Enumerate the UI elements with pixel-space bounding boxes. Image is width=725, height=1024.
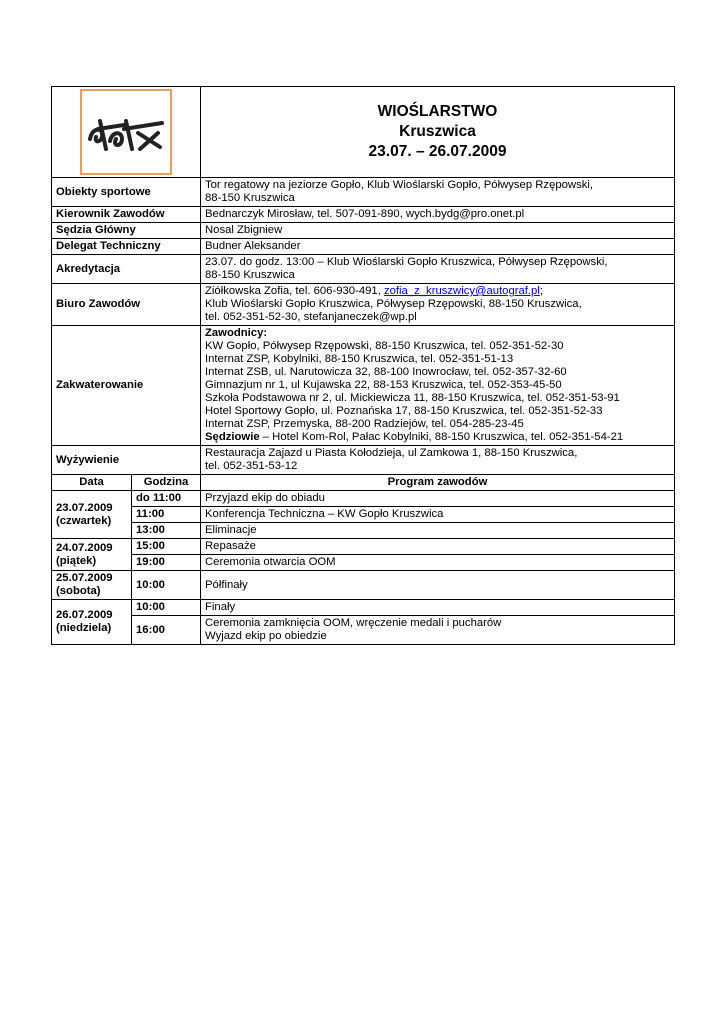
program-header-row <box>52 475 675 491</box>
program-event: Finały <box>201 600 675 616</box>
zakw-heading: Zawodnicy: <box>205 327 268 339</box>
title-cell <box>201 87 675 178</box>
program-row <box>52 600 675 616</box>
program-event: Ceremonia otwarcia OOM <box>201 555 675 571</box>
row-obiekty <box>52 178 675 207</box>
program-event: Repasaże <box>201 539 675 555</box>
value-wyzywienie-line2: tel. 052-351-53-12 <box>205 460 298 472</box>
program-row <box>52 491 675 507</box>
program-time: 10:00 <box>132 600 201 616</box>
zakw-judges-label: Sędziowie <box>205 431 260 443</box>
program-date-cell <box>52 539 132 571</box>
program-date-cell <box>52 571 132 600</box>
label-delegat: Delegat Techniczny <box>52 239 201 255</box>
program-date: 25.07.2009 <box>56 572 113 584</box>
zakw-judges-line <box>205 431 670 444</box>
program-time: 15:00 <box>132 539 201 555</box>
title-dates: 23.07. – 26.07.2009 <box>368 143 507 160</box>
program-row <box>52 571 675 600</box>
header-row <box>52 87 675 178</box>
value-akredytacja <box>201 255 675 284</box>
zakw-line: Szkoła Podstawowa nr 2, ul. Mickiewicza 11, 88-150 Kruszwica, tel. 052-351-53-91 <box>205 392 620 404</box>
value-obiekty-line2: 88-150 Kruszwica <box>205 192 295 204</box>
program-row <box>52 616 675 645</box>
value-biuro-line3: tel. 052-351-52-30, stefanjaneczek@wp.pl <box>205 311 417 323</box>
biuro-contact-punct: ; <box>539 285 543 297</box>
program-date-cell <box>52 491 132 539</box>
row-kierownik <box>52 207 675 223</box>
logo-cell <box>52 87 201 178</box>
value-obiekty <box>201 178 675 207</box>
col-header-godzina: Godzina <box>132 475 201 491</box>
program-event-line: Ceremonia zamknięcia OOM, wręczenie medali i pucharów <box>205 617 502 629</box>
biuro-contact-text: Ziółkowska Zofia, tel. 606-930-491, <box>205 285 384 297</box>
zakw-line: Internat ZSP, Kobylniki, 88-150 Kruszwica, tel. 052-351-51-13 <box>205 353 514 365</box>
zakw-line: Hotel Sportowy Gopło, ul. Poznańska 17, 88-150 Kruszwica, tel. 052-351-52-33 <box>205 405 603 417</box>
label-obiekty: Obiekty sportowe <box>52 178 201 207</box>
zakw-line: Gimnazjum nr 1, ul Kujawska 22, 88-153 Kruszwica, tel. 052-353-45-50 <box>205 379 562 391</box>
program-row <box>52 523 675 539</box>
col-header-program: Program zawodów <box>201 475 675 491</box>
value-wyzywienie <box>201 446 675 475</box>
biuro-email-link[interactable]: zofia_z_kruszwicy@autograf.pl <box>383 285 540 297</box>
col-header-data: Data <box>52 475 132 491</box>
row-zakwaterowanie <box>52 326 675 446</box>
program-event: Półfinały <box>201 571 675 600</box>
value-akredytacja-line1: 23.07. do godz. 13:00 – Klub Wioślarski Gopło Kruszwica, Półwysep Rzępowski, <box>205 256 608 268</box>
title-sport: WIOŚLARSTWO <box>377 103 498 120</box>
label-akredytacja: Akredytacja <box>52 255 201 284</box>
row-biuro <box>52 284 675 326</box>
program-event <box>201 616 675 645</box>
program-date: 26.07.2009 <box>56 609 113 621</box>
title-city: Kruszwica <box>399 123 476 140</box>
program-time: 19:00 <box>132 555 201 571</box>
label-sedzia: Sędzia Główny <box>52 223 201 239</box>
value-biuro <box>201 284 675 326</box>
program-weekday: (czwartek) <box>56 514 112 527</box>
label-wyzywienie: Wyżywienie <box>52 446 201 475</box>
label-zakwaterowanie: Zakwaterowanie <box>52 326 201 446</box>
program-date: 23.07.2009 <box>56 501 113 514</box>
row-akredytacja <box>52 255 675 284</box>
label-kierownik: Kierownik Zawodów <box>52 207 201 223</box>
program-row <box>52 555 675 571</box>
document-sheet <box>51 86 675 645</box>
value-biuro-line1 <box>205 285 670 298</box>
label-biuro: Biuro Zawodów <box>52 284 201 326</box>
organization-logo <box>80 89 172 175</box>
program-row <box>52 539 675 555</box>
row-wyzywienie <box>52 446 675 475</box>
program-event-line: Wyjazd ekip po obiedzie <box>205 630 327 642</box>
program-weekday: (piątek) <box>56 554 97 567</box>
program-time: do 11:00 <box>132 491 201 507</box>
program-event: Eliminacje <box>201 523 675 539</box>
program-weekday: (niedziela) <box>56 622 112 634</box>
program-weekday: (sobota) <box>56 585 101 597</box>
zakw-line: Internat ZSP, Przemyska, 88-200 Radziejów, tel. 054-285-23-45 <box>205 418 524 430</box>
logo-graphic <box>86 111 166 155</box>
competition-info-table <box>51 86 675 645</box>
program-event: Konferencja Techniczna – KW Gopło Kruszwica <box>201 507 675 523</box>
program-time: 13:00 <box>132 523 201 539</box>
value-zakwaterowanie <box>201 326 675 446</box>
value-kierownik: Bednarczyk Mirosław, tel. 507-091-890, wych.bydg@pro.onet.pl <box>201 207 675 223</box>
program-date: 24.07.2009 <box>56 541 113 554</box>
program-row <box>52 507 675 523</box>
value-delegat: Budner Aleksander <box>201 239 675 255</box>
program-event: Przyjazd ekip do obiadu <box>201 491 675 507</box>
row-delegat <box>52 239 675 255</box>
zakw-line: Internat ZSB, ul. Narutowicza 32, 88-100 Inowrocław, tel. 052-357-32-60 <box>205 366 567 378</box>
value-biuro-line2: Klub Wioślarski Gopło Kruszwica, Półwysep Rzępowski, 88-150 Kruszwica, <box>205 298 582 310</box>
program-time: 16:00 <box>132 616 201 645</box>
value-wyzywienie-line1: Restauracja Zajazd u Piasta Kołodzieja, ul Zamkowa 1, 88-150 Kruszwica, <box>205 447 578 459</box>
program-date-cell <box>52 600 132 645</box>
value-obiekty-line1: Tor regatowy na jeziorze Gopło, Klub Wioślarski Gopło, Półwysep Rzępowski, <box>205 179 594 191</box>
program-time: 11:00 <box>132 507 201 523</box>
zakw-judges-text: – Hotel Kom-Rol, Pałac Kobylniki, 88-150 Kruszwica, tel. 052-351-54-21 <box>259 431 624 443</box>
program-time: 10:00 <box>132 571 201 600</box>
row-sedzia <box>52 223 675 239</box>
zakw-line: KW Gopło, Półwysep Rzępowski, 88-150 Kruszwica, tel. 052-351-52-30 <box>205 340 564 352</box>
value-sedzia: Nosal Zbigniew <box>201 223 675 239</box>
value-akredytacja-line2: 88-150 Kruszwica <box>205 269 295 281</box>
